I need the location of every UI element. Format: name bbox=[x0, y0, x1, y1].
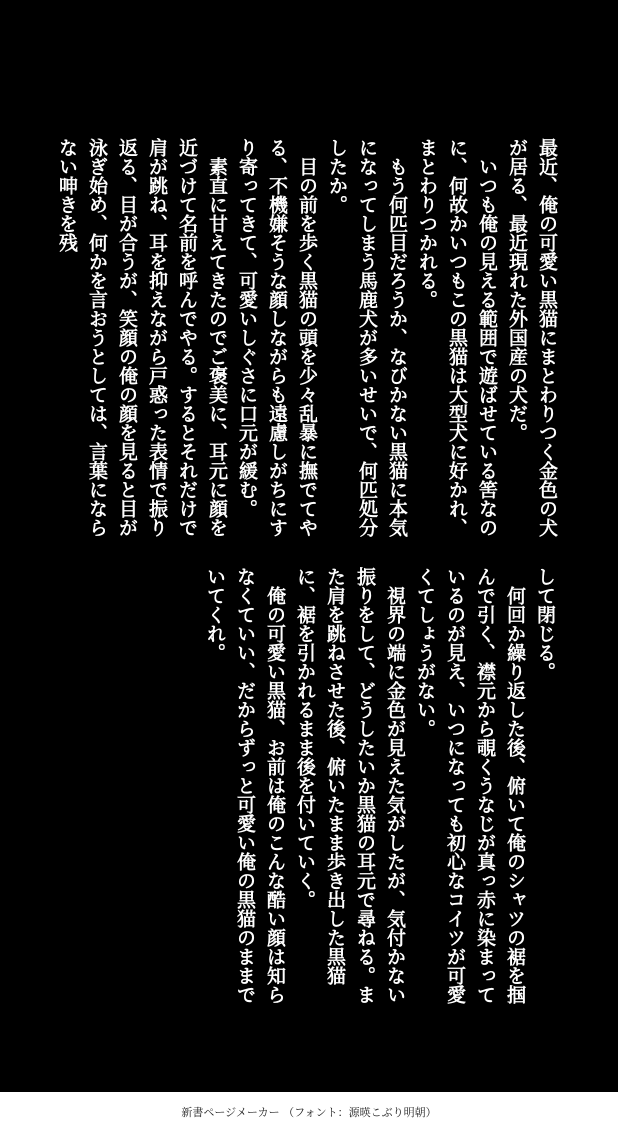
paragraph: 素直に甘えてきたのでご褒美に、耳元に顔を近づけて名前を呼んでやる。するとそれだけで肩が跳ね、耳を抑えながら戸惑った表情で振り返る、目が合うが、笑顔の俺の顔を見ると目が泳ぎ始め、何かを言おうとしては、言葉にならない呻きを残 bbox=[56, 138, 228, 537]
paragraph: 視界の端に金色が見えた気がしたが、気付かない振りをして、どうしたいか黒猫の耳元で尋ねる。また肩を跳ねさせた後、俯いたまま歩き出した黒猫に、裾を引かれるまま後を付いていく。 bbox=[294, 567, 406, 1004]
footer-credit: 新書ページメーカー （フォント：源暎こぶり明朝） bbox=[181, 1106, 437, 1119]
paragraph: 何回か繰り返した後、俯いて俺のシャツの裾を掴んで引く、襟元から覗くうなじが真っ赤に染まっているのが見え、いつになっても初心なコイツが可愛くてしょうがない。 bbox=[414, 567, 526, 1004]
text-block-bottom bbox=[200, 567, 560, 1007]
paragraph: 最近、俺の可愛い黒猫にまとわりつく金色の犬が居る、最近現れた外国産の犬だ。 bbox=[506, 138, 558, 537]
paragraph: いつも俺の見える範囲で遊ばせている筈なのに、何故かいつもこの黒猫は大型犬に好かれ、まとわりつかれる。 bbox=[416, 138, 498, 537]
paragraph: して閉じる。 bbox=[534, 567, 556, 681]
text-block-top bbox=[52, 138, 562, 538]
paragraph: もう何匹目だろうか、なびかない黒猫に本気になってしまう馬鹿犬が多いせいで、何匹処分したか。 bbox=[326, 138, 408, 537]
paragraph: 目の前を歩く黒猫の頭を少々乱暴に撫でてやる、不機嫌そうな顔しながらも遠慮しがちにすり寄ってきて、可愛いしぐさに口元が緩む。 bbox=[236, 138, 318, 537]
paragraph: 俺の可愛い黒猫、お前は俺のこんな酷い顔は知らなくていい、だからずっと可愛い俺の黒猫のままでいてくれ。 bbox=[204, 567, 286, 1004]
